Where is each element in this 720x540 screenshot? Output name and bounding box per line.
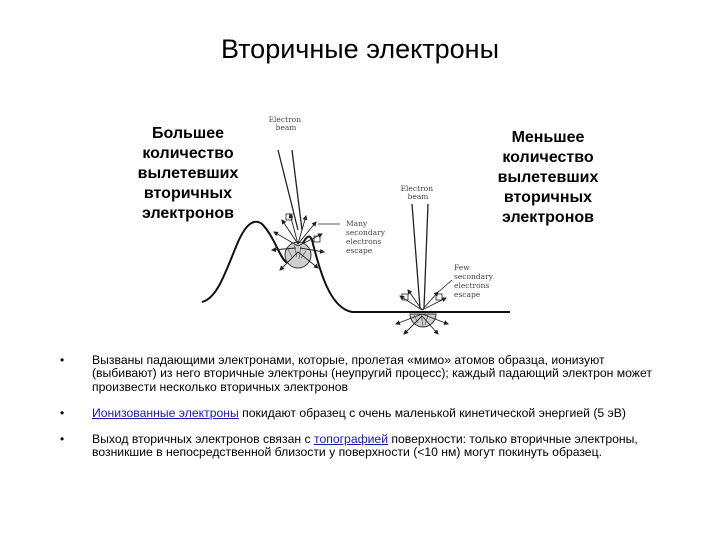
bullet-text: Вызваны падающими электронами, которые, пролетая «мимо» атомов образца, ионизуют (выбивают) из него вторичные электроны (неупругий процесс); каждый падающий электрон может произвести несколько вторичных электронов (92, 353, 652, 394)
callout-line: вторичных (143, 185, 233, 202)
label-beam-right: Electron beam (400, 184, 434, 201)
callout-line: электронов (502, 209, 594, 226)
label-many-secondary: Many secondary electrons escape (346, 219, 385, 255)
bullet-item (60, 354, 660, 394)
bullet-list (60, 354, 660, 459)
bullet-item (60, 433, 660, 460)
callout-line: количество (142, 145, 234, 162)
bullet-text: поверхности: только вторичные электроны, возникшие в непосредственной близости у поверхности (<10 нм) могут покинуть образец. (92, 431, 638, 460)
right-electron-beam (412, 204, 428, 308)
bullet-text: покидают образец с очень маленькой кинетической энергией (5 эВ) (238, 406, 626, 421)
callout-line: количество (502, 149, 594, 166)
secondary-electron-diagram (190, 112, 520, 348)
callout-line: Меньшее (511, 129, 585, 146)
callout-line: Большее (151, 125, 224, 142)
callout-line: вылетевших (497, 169, 599, 186)
bullet-item (60, 407, 660, 420)
bullet-text: Выход вторичных электронов связан с (92, 431, 314, 446)
link-ionized-electrons[interactable]: Ионизованные электроны (92, 406, 239, 421)
right-interaction-volume (410, 314, 436, 327)
slide-title: Вторичные электроны (221, 34, 499, 64)
callout-line: вылетевших (137, 165, 239, 182)
link-topography[interactable]: топографией (314, 431, 389, 446)
callout-line: электронов (142, 205, 234, 222)
left-electron-beam (278, 150, 302, 230)
label-few-secondary: Few secondary electrons escape (454, 263, 493, 299)
callout-line: вторичных (503, 189, 593, 206)
label-beam-left: Electron beam (268, 115, 302, 132)
